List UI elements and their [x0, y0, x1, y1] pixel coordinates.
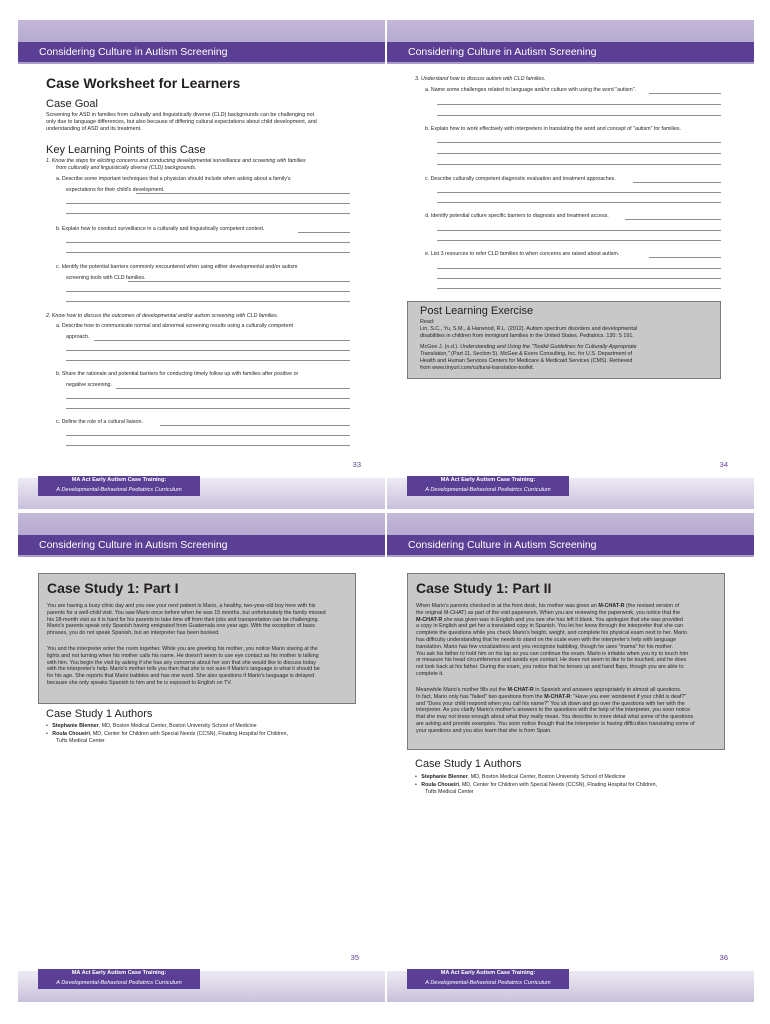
paragraph-line: are asking and provide examples. You soon notice though that the interpreter is having difficulties translating some of	[416, 720, 695, 727]
case-study-box	[407, 573, 725, 750]
question-3b: b. Explain how to work effectively with interpreters in translating the word and concept of "autism" for families.	[425, 126, 681, 132]
page-title: Case Worksheet for Learners	[46, 75, 241, 91]
answer-line[interactable]	[136, 193, 350, 194]
answer-line[interactable]	[66, 291, 350, 292]
question-1a: a. Describe some important techniques that a physician should include when asking about a family's expectations for their child's development.	[56, 176, 291, 193]
page-header: Considering Culture in Autism Screening	[387, 42, 754, 62]
answer-line[interactable]	[437, 192, 721, 193]
answer-line[interactable]	[437, 240, 721, 241]
paragraph-line: When Mario's parents checked in at the front desk, his mother was given an M-CHAT-R (the revised version of	[416, 603, 680, 609]
paragraph-line: Mario's parents speak only Spanish having emigrated from Guatemala one year ago. With the exception of basic	[47, 623, 316, 630]
paragraph-line: your questions and you also learn that she is from Spain.	[416, 727, 552, 734]
answer-line[interactable]	[66, 350, 350, 351]
answer-line[interactable]	[437, 115, 721, 116]
answer-line[interactable]	[66, 213, 350, 214]
question-1c: c. Identify the potential barriers commonly encountered when using either developmental and/or autism screening tools with CLD families.	[56, 264, 298, 281]
page-header: Considering Culture in Autism Screening	[18, 535, 385, 555]
footer-label: MA Act Early Autism Case Training: A Developmental-Behavioral Pediatrics Curriculum	[407, 476, 569, 496]
paragraph-line: M-CHAT-R she was given was in English and you see she has left it blank. You apologize that she was provided	[416, 616, 683, 623]
case-study-paragraph-1	[416, 603, 688, 678]
answer-line[interactable]	[66, 398, 350, 399]
objective-2: 2. Know how to discuss the outcomes of developmental and/or autism screening with CLD families.	[46, 313, 279, 319]
page-36	[387, 513, 754, 1002]
answer-line[interactable]	[437, 164, 721, 165]
answer-line[interactable]	[437, 268, 721, 269]
paragraph-line: that she may not know enough about what they really mean. You describe in more detail what some of the questions	[416, 714, 694, 721]
case-study-title: Case Study 1: Part I	[47, 580, 179, 596]
paragraph-line: complete it.	[416, 670, 444, 677]
answer-line[interactable]	[66, 252, 350, 253]
page-header: Considering Culture in Autism Screening	[18, 42, 385, 62]
page-34	[387, 20, 754, 509]
authors-heading: Case Study 1 Authors	[415, 758, 522, 770]
paragraph-line: not look back at his father. During the exam, you notice that he tenses up and hand flaps, though you are able to	[416, 664, 684, 671]
key-learning-points-heading: Key Learning Points of this Case	[46, 144, 206, 156]
answer-line[interactable]	[437, 278, 721, 279]
question-2b: b. Share the rationale and potential barriers for conducting timely follow up with families after positive or negative screening.	[56, 371, 299, 388]
answer-line[interactable]	[437, 230, 721, 231]
question-2a: a. Describe how to communicate normal and abnormal screening results using a culturally competent approach.	[56, 323, 294, 340]
answer-line[interactable]	[66, 360, 350, 361]
answer-line[interactable]	[66, 242, 350, 243]
paragraph-line: Meanwhile Mario's mother fills out the M-CHAT-R in Spanish and answers appropriately to almost all questions.	[416, 687, 682, 693]
paragraph-line: with the interpreter's help. Mario's mother tells you then that she is not sure if Mario's language is what it should be	[47, 666, 320, 673]
answer-line[interactable]	[437, 202, 721, 203]
paragraph-line: You ask his father to hold him on his lap so you can continue the exam. Mario is irritable when you try to touch him	[416, 650, 689, 657]
footer-label: MA Act Early Autism Case Training: A Developmental-Behavioral Pediatrics Curriculum	[38, 476, 200, 496]
page-number: 35	[350, 953, 359, 962]
paragraph-line: a copy in English and get her a translated copy in Spanish. You let her know through the interpreter that she can	[416, 623, 684, 630]
question-3c: c. Describe culturally competent diagnostic evaluation and treatment approaches.	[425, 176, 616, 182]
page-number: 36	[719, 953, 728, 962]
paragraph-line: You are having a busy clinic day and you see your next patient is Mario, a healthy, two-year-old boy here with his	[47, 603, 316, 609]
author-2: • Roula Choueiri, MD, Center for Children with Special Needs (CCSN), Floating Hospital for Children, Tufts Medical Center	[46, 731, 289, 744]
case-study-box	[38, 573, 356, 704]
objective-3: 3. Understand how to discuss autism with CLD families.	[415, 76, 546, 82]
footer-label: MA Act Early Autism Case Training: A Developmental-Behavioral Pediatrics Curriculum	[38, 969, 200, 989]
answer-line[interactable]	[66, 435, 350, 436]
page-header: Considering Culture in Autism Screening	[387, 535, 754, 555]
objective-1: 1. Know the steps for eliciting concerns and conducting developmental surveillance and screening with families from culturally and linguistically diverse (CLD) backgrounds.	[46, 158, 306, 171]
post-learning-exercise-title: Post Learning Exercise	[420, 305, 534, 317]
question-3a: a. Name some challenges related to language and/or culture with using the word "autism".	[425, 87, 637, 93]
answer-line[interactable]	[437, 104, 721, 105]
paragraph-line: In fact, Mario only has "failed" two questions from the M-CHAT-R: "Have you ever wondered if your child is deaf?"	[416, 693, 687, 700]
answer-line[interactable]	[649, 257, 721, 258]
paragraph-line: and "Does your child respond when you call his name?" You sit down and go over the questions with her with the	[416, 700, 685, 707]
case-goal-heading: Case Goal	[46, 98, 98, 110]
post-learning-exercise-text: Read: Lin, S.C., Yu, S.M., & Harwood, R.L. (2012). Autism spectrum disorders and developmental disabilities in children from immigrant families in the United States. Pediatrics. 130: S 191. McGee J. (n.d.). Understanding and Using the "Toolkit Guidelines for Culturally Appropriate Translation," (Part 11, Section 5). McGee & Evers Consulting, Inc. for U.S. Department of Health and Human Services Centers for Medicare & Medicaid Services (CMS). Retrieved from www.tinyurl.com/cultural-translation-toolkit.	[420, 319, 638, 371]
paragraph-line: his 18-month visit as it is hard for his parents to take time off from their jobs and transportation can be challenging.	[47, 616, 319, 623]
case-study-paragraph-2	[416, 687, 695, 735]
author-1: • Stephanie Blenner, MD, Boston Medical Center, Boston University School of Medicine	[46, 723, 257, 729]
paragraph-line: for his age. She reports that Mario babbles and has one word. She also questions if Mario's language is delayed	[47, 673, 315, 680]
answer-line[interactable]	[437, 142, 721, 143]
post-learning-exercise-box	[407, 301, 721, 379]
paragraph-line: translation. Mario has few vocalizations and you recognize babbling, though he uses "mama" for his mother.	[416, 643, 674, 650]
answer-line[interactable]	[66, 445, 350, 446]
question-2c: c. Define the role of a cultural liaison.	[56, 419, 143, 425]
case-study-paragraph-1	[47, 603, 326, 637]
answer-line[interactable]	[437, 288, 721, 289]
paragraph-line: complete the questions while you check Mario's height, weight, and complete his physical exam next to her. Mario	[416, 630, 688, 637]
case-study-paragraph-2	[47, 646, 320, 687]
page-number: 33	[352, 460, 361, 469]
paragraph-line: because she only speaks Spanish to him and he is exposed to English on TV.	[47, 679, 232, 686]
case-goal-text: Screening for ASD in families from culturally and linguistically diverse (CLD) backgrounds can be challenging not only due to language differences, but also because of differing cultural expectations about child development, and understanding of ASD and its treatment.	[46, 112, 317, 132]
paragraph-line: interpreter. As you clarify Mario's mother's answers to the questions with the help of the interpreter, you soon notice	[416, 707, 691, 714]
question-3d: d. Identify potential culture specific barriers to diagnosis and treatment access.	[425, 213, 609, 219]
answer-line[interactable]	[116, 388, 350, 389]
answer-line[interactable]	[66, 203, 350, 204]
paragraph-line: You and the interpreter enter the room together. While you are greeting his mother, you notice Mario staring at the	[47, 646, 318, 652]
authors-heading: Case Study 1 Authors	[46, 708, 153, 720]
page-number: 34	[719, 460, 728, 469]
page-33	[18, 20, 385, 509]
author-2: • Roula Choueiri, MD, Center for Children with Special Needs (CCSN), Floating Hospital for Children, Tufts Medical Center	[415, 782, 658, 795]
paragraph-line: the original M-CHAT) as part of the visit paperwork. When you are reviewing the paperwork, you notice that the	[416, 609, 681, 616]
page-35	[18, 513, 385, 1002]
paragraph-line: has difficulty understanding that he needs to stand on the scale even with the interpreter's help with language	[416, 636, 677, 643]
answer-line[interactable]	[94, 340, 350, 341]
question-3e: e. List 3 resources to refer CLD families to when concerns are raised about autism.	[425, 251, 620, 257]
answer-line[interactable]	[437, 153, 721, 154]
paragraph-line: phrases, you do not speak Spanish, but an interpreter has been booked.	[47, 630, 220, 637]
question-1b: b. Explain how to conduct surveillance in a culturally and linguistically competent context.	[56, 226, 265, 232]
answer-line[interactable]	[128, 281, 350, 282]
answer-line[interactable]	[160, 425, 350, 426]
case-study-title: Case Study 1: Part II	[416, 580, 552, 596]
paragraph-line: with him. You begin the visit by asking if she has any concerns about her son that she would like to discuss today	[47, 659, 317, 666]
answer-line[interactable]	[66, 301, 350, 302]
paragraph-line: lights and not turning when his mother calls his name. He doesn't seem to use eye contact as his mother is talking	[47, 652, 319, 659]
answer-line[interactable]	[649, 93, 721, 94]
answer-line[interactable]	[625, 219, 721, 220]
paragraph-line: or measure his head circumference and avoids eye contact. He does not seem to like to be touched, and he does	[416, 657, 687, 664]
paragraph-line: parents for a well-child visit. You saw Mario once before when he was 15 months, but unfortunately the family missed	[47, 609, 326, 616]
answer-line[interactable]	[66, 408, 350, 409]
footer-label: MA Act Early Autism Case Training: A Developmental-Behavioral Pediatrics Curriculum	[407, 969, 569, 989]
author-1: • Stephanie Blenner, MD, Boston Medical Center, Boston University School of Medicine	[415, 774, 626, 780]
answer-line[interactable]	[298, 232, 350, 233]
answer-line[interactable]	[633, 182, 721, 183]
